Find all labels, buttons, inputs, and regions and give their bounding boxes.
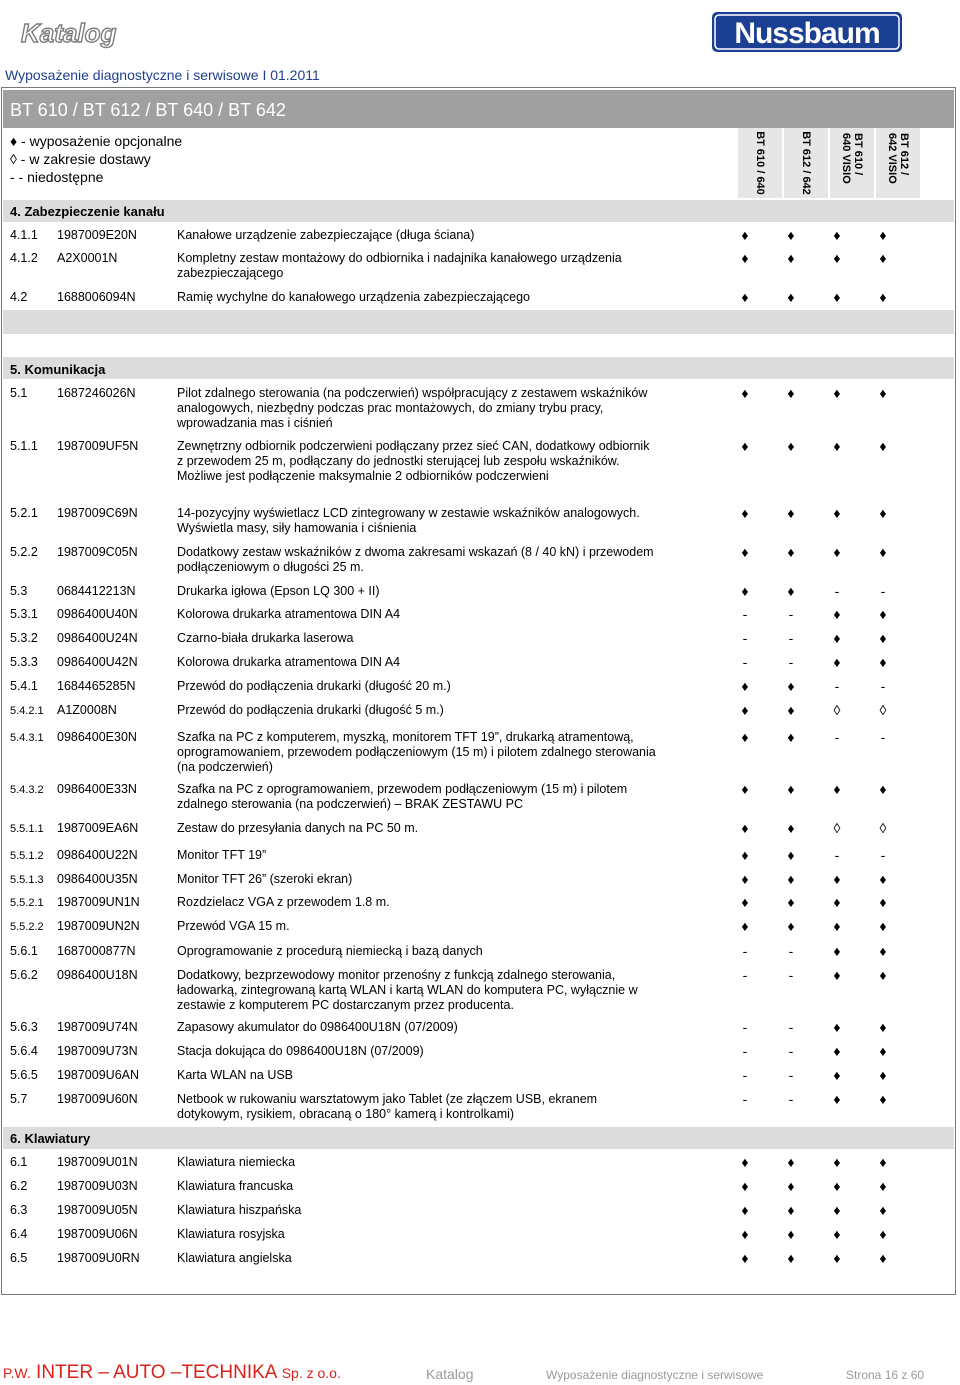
footer-page-number: Strona 16 z 60 bbox=[846, 1368, 925, 1382]
item-description: Klawiatura angielska bbox=[177, 1251, 292, 1265]
availability-mark: - bbox=[742, 1043, 748, 1059]
availability-mark: - bbox=[834, 678, 840, 694]
item-code: 1987009U60N bbox=[57, 1092, 138, 1106]
availability-mark: ♦ bbox=[879, 1202, 887, 1218]
item-description: Netbook w rukowaniu warsztatowym jako Tablet (ze złączem USB, ekranem dotykowym, rysikiem, obracaną o 180° kamerą i kontrolkami) bbox=[177, 1092, 598, 1121]
availability-mark: ♦ bbox=[833, 1043, 841, 1059]
item-number: 5.5.1.1 bbox=[10, 823, 44, 835]
availability-mark: ♦ bbox=[833, 654, 841, 670]
item-code: 1687246026N bbox=[57, 386, 136, 400]
availability-mark: ♦ bbox=[741, 250, 749, 266]
availability-mark: ♦ bbox=[879, 438, 887, 454]
availability-mark: ♦ bbox=[833, 943, 841, 959]
column-header-bt612-642: BT 612 / 642 bbox=[784, 128, 828, 198]
item-code: 0986400U18N bbox=[57, 968, 138, 982]
availability-mark: ♦ bbox=[879, 1019, 887, 1035]
item-description: Zewnętrzny odbiornik podczerwieni podłączany przez sieć CAN, dodatkowy odbiornik z przewodem 25 m, podłączany do jednostki sterującej lub zespołu wskaźników. Możliwe jest podłączenie maksymalnie 2 odbiorników podczerwieni bbox=[177, 439, 650, 483]
item-number: 6.3 bbox=[10, 1203, 28, 1217]
item-code: A2X0001N bbox=[57, 251, 118, 265]
legend-unavailable: - - niedostępne bbox=[10, 169, 104, 185]
availability-mark: ♦ bbox=[833, 918, 841, 934]
item-description: Kompletny zestaw montażowy do odbiornika i nadajnika kanałowego urządzenia zabezpieczającego bbox=[177, 251, 622, 280]
item-description: Klawiatura francuska bbox=[177, 1179, 294, 1193]
availability-mark: ♦ bbox=[879, 1067, 887, 1083]
availability-mark: ♦ bbox=[879, 1178, 887, 1194]
availability-mark: ♦ bbox=[879, 781, 887, 797]
availability-mark: ♦ bbox=[833, 606, 841, 622]
availability-mark: ♦ bbox=[787, 918, 795, 934]
availability-mark: ♦ bbox=[787, 1178, 795, 1194]
item-code: 0986400U42N bbox=[57, 655, 138, 669]
section-title-4: 4. Zabezpieczenie kanału bbox=[10, 204, 165, 219]
availability-mark: ♦ bbox=[833, 289, 841, 305]
availability-mark: ♦ bbox=[741, 1154, 749, 1170]
availability-mark: ◊ bbox=[833, 820, 841, 836]
item-number: 5.1 bbox=[10, 386, 28, 400]
item-description: Pilot zdalnego sterowania (na podczerwień) współpracujący z zestawem wskaźników analogowych, niezbędny podczas prac montażowych, do zmiany trybu pracy, wprowadzania mas i ciśnień bbox=[177, 386, 648, 430]
availability-mark: ♦ bbox=[787, 1202, 795, 1218]
availability-mark: ♦ bbox=[787, 583, 795, 599]
availability-mark: ◊ bbox=[833, 702, 841, 718]
availability-mark: - bbox=[788, 630, 794, 646]
availability-mark: ♦ bbox=[879, 1154, 887, 1170]
item-number: 6.4 bbox=[10, 1227, 28, 1241]
availability-mark: ♦ bbox=[833, 438, 841, 454]
availability-mark: ♦ bbox=[787, 678, 795, 694]
availability-mark: - bbox=[788, 1043, 794, 1059]
item-code: 1987009C05N bbox=[57, 545, 138, 559]
availability-mark: ♦ bbox=[787, 894, 795, 910]
availability-mark: ♦ bbox=[741, 505, 749, 521]
item-description: Dodatkowy zestaw wskaźników z dwoma zakresami wskazań (8 / 40 kN) i przewodem podłączeniowym o długości 25 m. bbox=[177, 545, 654, 574]
availability-mark: ♦ bbox=[833, 250, 841, 266]
item-description: Drukarka igłowa (Epson LQ 300 + II) bbox=[177, 584, 380, 598]
item-code: 1684465285N bbox=[57, 679, 136, 693]
item-description: Karta WLAN na USB bbox=[177, 1068, 294, 1082]
item-number: 5.4.3.1 bbox=[10, 732, 44, 744]
footer-company-prefix: P.W. bbox=[3, 1365, 31, 1381]
item-number: 6.2 bbox=[10, 1179, 28, 1193]
item-code: 1987009U01N bbox=[57, 1155, 138, 1169]
availability-mark: ♦ bbox=[833, 1019, 841, 1035]
availability-mark: ♦ bbox=[879, 871, 887, 887]
item-description: Monitor TFT 26” (szeroki ekran) bbox=[177, 872, 353, 886]
item-number: 5.3.3 bbox=[10, 655, 38, 669]
availability-mark: ♦ bbox=[833, 505, 841, 521]
item-code: 1987009EA6N bbox=[57, 821, 139, 835]
item-code: 0986400U35N bbox=[57, 872, 138, 886]
nussbaum-logo bbox=[712, 12, 902, 52]
legend-optional: ♦ - wyposażenie opcjonalne bbox=[10, 133, 183, 149]
item-code: 1987009UN2N bbox=[57, 919, 140, 933]
availability-mark: ♦ bbox=[787, 1154, 795, 1170]
item-code: 0986400E30N bbox=[57, 730, 137, 744]
item-code: 1987009U06N bbox=[57, 1227, 138, 1241]
availability-mark: ♦ bbox=[879, 250, 887, 266]
item-description: 14-pozycyjny wyświetlacz LCD zintegrowany w zestawie wskaźników analogowych. Wyświetla masy, siły hamowania i ciśnienia bbox=[177, 506, 640, 535]
item-description: Przewód do podłączenia drukarki (długość 20 m.) bbox=[177, 679, 451, 693]
item-code: 1987009E20N bbox=[57, 228, 137, 242]
item-description: Klawiatura hiszpańska bbox=[177, 1203, 302, 1217]
item-code: 0986400U24N bbox=[57, 631, 138, 645]
item-description: Zestaw do przesyłania danych na PC 50 m. bbox=[177, 821, 419, 835]
availability-mark: ♦ bbox=[879, 894, 887, 910]
katalog-wordmark bbox=[20, 14, 117, 50]
item-description: Klawiatura niemiecka bbox=[177, 1155, 296, 1169]
availability-mark: ♦ bbox=[833, 871, 841, 887]
availability-mark: ♦ bbox=[787, 781, 795, 797]
availability-mark: ♦ bbox=[741, 847, 749, 863]
availability-mark: ♦ bbox=[741, 918, 749, 934]
item-number: 5.5.2.2 bbox=[10, 921, 44, 933]
item-code: 1987009U74N bbox=[57, 1020, 138, 1034]
item-number: 4.2 bbox=[10, 290, 28, 304]
item-code: 1687000877N bbox=[57, 944, 136, 958]
availability-mark: ♦ bbox=[787, 847, 795, 863]
availability-mark: ♦ bbox=[741, 385, 749, 401]
item-number: 5.4.3.2 bbox=[10, 784, 44, 796]
availability-mark: - bbox=[788, 606, 794, 622]
item-number: 5.7 bbox=[10, 1092, 28, 1106]
item-code: 1688006094N bbox=[57, 290, 136, 304]
page-title: BT 610 / BT 612 / BT 640 / BT 642 bbox=[10, 100, 286, 120]
footer-subject: Wyposażenie diagnostyczne i serwisowe bbox=[546, 1368, 764, 1382]
item-number: 5.6.4 bbox=[10, 1044, 38, 1058]
item-number: 5.5.1.2 bbox=[10, 850, 44, 862]
item-code: 1987009C69N bbox=[57, 506, 138, 520]
nussbaum-logo-text: Nussbaum bbox=[734, 17, 880, 50]
item-code: 0986400U40N bbox=[57, 607, 138, 621]
footer-company-name: INTER – AUTO –TECHNIKA bbox=[30, 1362, 282, 1383]
item-code: 1987009U73N bbox=[57, 1044, 138, 1058]
availability-mark: ◊ bbox=[879, 702, 887, 718]
availability-mark: ♦ bbox=[741, 1250, 749, 1266]
availability-mark: - bbox=[880, 583, 886, 599]
availability-mark: ♦ bbox=[787, 729, 795, 745]
item-description: Kolorowa drukarka atramentowa DIN A4 bbox=[177, 655, 401, 669]
availability-mark: - bbox=[788, 967, 794, 983]
availability-mark: ♦ bbox=[879, 544, 887, 560]
item-description: Kolorowa drukarka atramentowa DIN A4 bbox=[177, 607, 401, 621]
availability-mark: ♦ bbox=[833, 1226, 841, 1242]
item-code: 1987009UN1N bbox=[57, 895, 140, 909]
availability-mark: - bbox=[742, 967, 748, 983]
availability-mark: ♦ bbox=[879, 1250, 887, 1266]
availability-mark: ♦ bbox=[833, 894, 841, 910]
availability-mark: ♦ bbox=[741, 438, 749, 454]
availability-mark: ♦ bbox=[833, 1202, 841, 1218]
availability-mark: ♦ bbox=[787, 820, 795, 836]
item-number: 5.4.2.1 bbox=[10, 705, 44, 717]
availability-mark: - bbox=[788, 1091, 794, 1107]
availability-mark: - bbox=[880, 847, 886, 863]
availability-mark: ♦ bbox=[741, 729, 749, 745]
availability-mark: ♦ bbox=[741, 871, 749, 887]
availability-mark: ♦ bbox=[879, 943, 887, 959]
availability-mark: ♦ bbox=[787, 385, 795, 401]
item-description: Szafka na PC z oprogramowaniem, przewodem podłączeniowym (15 m) i pilotem zdalnego sterowania (na podczerwień) – BRAK ZESTAWU PC bbox=[177, 782, 628, 811]
availability-mark: ♦ bbox=[787, 227, 795, 243]
availability-mark: ♦ bbox=[879, 289, 887, 305]
availability-mark: - bbox=[742, 654, 748, 670]
item-number: 6.1 bbox=[10, 1155, 28, 1169]
item-description: Klawiatura rosyjska bbox=[177, 1227, 285, 1241]
availability-mark: ♦ bbox=[833, 227, 841, 243]
item-description: Kanałowe urządzenie zabezpieczające (długa ściana) bbox=[177, 228, 475, 242]
footer-company bbox=[3, 1362, 341, 1384]
availability-mark: ♦ bbox=[741, 1178, 749, 1194]
item-number: 5.5.2.1 bbox=[10, 897, 44, 909]
availability-mark: - bbox=[788, 1067, 794, 1083]
item-description: Czarno-biała drukarka laserowa bbox=[177, 631, 354, 645]
katalog-wordmark-text: Katalog bbox=[21, 18, 117, 48]
item-number: 5.5.1.3 bbox=[10, 874, 44, 886]
availability-mark: ♦ bbox=[833, 544, 841, 560]
legend-included: ◊ - w zakresie dostawy bbox=[10, 151, 151, 167]
availability-mark: ♦ bbox=[741, 227, 749, 243]
availability-mark: ♦ bbox=[879, 1226, 887, 1242]
item-number: 5.3 bbox=[10, 584, 28, 598]
item-number: 5.2.1 bbox=[10, 506, 38, 520]
item-code: 1987009U6AN bbox=[57, 1068, 140, 1082]
availability-mark: ♦ bbox=[833, 1091, 841, 1107]
availability-mark: ♦ bbox=[833, 781, 841, 797]
availability-mark: ♦ bbox=[879, 630, 887, 646]
item-number: 5.3.2 bbox=[10, 631, 38, 645]
availability-mark: ♦ bbox=[741, 702, 749, 718]
availability-mark: ♦ bbox=[741, 289, 749, 305]
availability-mark: ♦ bbox=[833, 630, 841, 646]
item-description: Przewód VGA 15 m. bbox=[177, 919, 290, 933]
item-code: 1987009U05N bbox=[57, 1203, 138, 1217]
availability-mark: - bbox=[742, 606, 748, 622]
footer-company-suffix: Sp. z o.o. bbox=[281, 1365, 341, 1381]
availability-mark: ♦ bbox=[833, 967, 841, 983]
item-code: 1987009U03N bbox=[57, 1179, 138, 1193]
item-number: 5.6.2 bbox=[10, 968, 38, 982]
item-number: 5.4.1 bbox=[10, 679, 38, 693]
availability-mark: - bbox=[742, 1091, 748, 1107]
availability-mark: ♦ bbox=[741, 583, 749, 599]
item-description: Monitor TFT 19” bbox=[177, 848, 267, 862]
item-number: 5.6.3 bbox=[10, 1020, 38, 1034]
availability-mark: - bbox=[880, 678, 886, 694]
footer-katalog: Katalog bbox=[426, 1366, 474, 1382]
availability-mark: ♦ bbox=[787, 1250, 795, 1266]
section-title-6: 6. Klawiatury bbox=[10, 1131, 91, 1146]
availability-mark: - bbox=[742, 1067, 748, 1083]
availability-mark: ◊ bbox=[879, 820, 887, 836]
item-description: Stacja dokująca do 0986400U18N (07/2009) bbox=[177, 1044, 424, 1058]
availability-mark: ♦ bbox=[787, 702, 795, 718]
availability-mark: ♦ bbox=[833, 1154, 841, 1170]
availability-mark: - bbox=[834, 729, 840, 745]
availability-mark: ♦ bbox=[879, 505, 887, 521]
availability-mark: ♦ bbox=[833, 1250, 841, 1266]
availability-mark: - bbox=[788, 943, 794, 959]
item-number: 6.5 bbox=[10, 1251, 28, 1265]
section-title-5: 5. Komunikacja bbox=[10, 362, 106, 377]
item-number: 5.6.1 bbox=[10, 944, 38, 958]
availability-mark: ♦ bbox=[787, 289, 795, 305]
availability-mark: ♦ bbox=[879, 606, 887, 622]
availability-mark: ♦ bbox=[833, 1067, 841, 1083]
item-number: 4.1.2 bbox=[10, 251, 38, 265]
item-description: Rozdzielacz VGA z przewodem 1.8 m. bbox=[177, 895, 390, 909]
availability-mark: ♦ bbox=[879, 967, 887, 983]
item-description: Szafka na PC z komputerem, myszką, monitorem TFT 19”, drukarką atramentową, oprogramowaniem, przewodem podłączeniowym (15 m) i pilotem zdalnego sterowania (na podczerwień) bbox=[177, 730, 656, 774]
item-code: A1Z0008N bbox=[57, 703, 117, 717]
item-description: Przewód do podłączenia drukarki (długość 5 m.) bbox=[177, 703, 444, 717]
item-code: 1987009UF5N bbox=[57, 439, 139, 453]
availability-mark: ♦ bbox=[741, 1202, 749, 1218]
availability-mark: ♦ bbox=[879, 654, 887, 670]
availability-mark: - bbox=[880, 729, 886, 745]
item-code: 0986400U22N bbox=[57, 848, 138, 862]
item-number: 4.1.1 bbox=[10, 228, 38, 242]
availability-mark: ♦ bbox=[787, 871, 795, 887]
availability-mark: ♦ bbox=[879, 227, 887, 243]
availability-mark: ♦ bbox=[879, 918, 887, 934]
item-description: Zapasowy akumulator do 0986400U18N (07/2009) bbox=[177, 1020, 458, 1034]
section-bar-6 bbox=[3, 1127, 954, 1149]
availability-mark: ♦ bbox=[741, 678, 749, 694]
availability-mark: ♦ bbox=[741, 820, 749, 836]
availability-mark: - bbox=[742, 1019, 748, 1035]
item-number: 5.6.5 bbox=[10, 1068, 38, 1082]
spacer-bar bbox=[3, 310, 954, 334]
availability-mark: ♦ bbox=[741, 894, 749, 910]
item-number: 5.1.1 bbox=[10, 439, 38, 453]
item-description: Dodatkowy, bezprzewodowy monitor przenośny z funkcją zdalnego sterowania, ładowarką, zintegrowaną kartą WLAN i kartą WLAN do komputera PC, wyłącznie w zestawie z komputerem PC dostarczanym przez producenta. bbox=[177, 968, 638, 1012]
availability-mark: ♦ bbox=[787, 505, 795, 521]
item-code: 0684412213N bbox=[57, 584, 136, 598]
item-number: 5.3.1 bbox=[10, 607, 38, 621]
availability-mark: - bbox=[834, 583, 840, 599]
availability-mark: ♦ bbox=[741, 781, 749, 797]
availability-mark: - bbox=[742, 630, 748, 646]
availability-mark: - bbox=[788, 654, 794, 670]
availability-mark: - bbox=[788, 1019, 794, 1035]
item-description: Oprogramowanie z procedurą niemiecką i bazą danych bbox=[177, 944, 483, 958]
availability-mark: ♦ bbox=[833, 1178, 841, 1194]
availability-mark: - bbox=[834, 847, 840, 863]
item-code: 1987009U0RN bbox=[57, 1251, 140, 1265]
item-description: Ramię wychylne do kanałowego urządzenia zabezpieczającego bbox=[177, 290, 530, 304]
availability-mark: ♦ bbox=[787, 250, 795, 266]
column-header-bt612-642-visio: BT 612 / 642 VISIO bbox=[876, 128, 920, 198]
availability-mark: ♦ bbox=[787, 544, 795, 560]
availability-mark: ♦ bbox=[879, 1091, 887, 1107]
availability-mark: - bbox=[742, 943, 748, 959]
page-subtitle: Wyposażenie diagnostyczne i serwisowe I 01.2011 bbox=[5, 67, 320, 83]
availability-mark: ♦ bbox=[879, 385, 887, 401]
item-code: 0986400E33N bbox=[57, 782, 137, 796]
section-bar-5 bbox=[3, 357, 954, 379]
availability-mark: ♦ bbox=[787, 1226, 795, 1242]
availability-mark: ♦ bbox=[741, 1226, 749, 1242]
availability-mark: ♦ bbox=[787, 438, 795, 454]
availability-mark: ♦ bbox=[741, 544, 749, 560]
column-header-bt610-640: BT 610 / 640 bbox=[738, 128, 782, 198]
column-header-bt610-640-visio: BT 610 / 640 VISIO bbox=[830, 128, 874, 198]
item-number: 5.2.2 bbox=[10, 545, 38, 559]
availability-mark: ♦ bbox=[833, 385, 841, 401]
availability-mark: ♦ bbox=[879, 1043, 887, 1059]
